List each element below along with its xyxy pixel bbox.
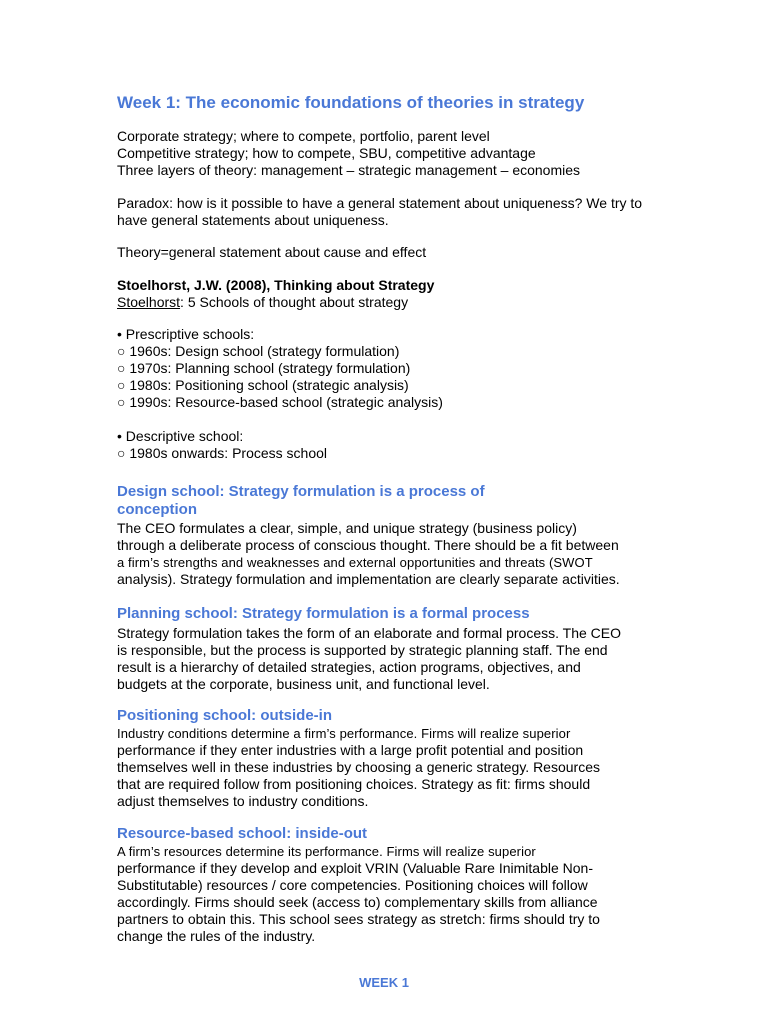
body-line: result is a hierarchy of detailed strategies, action programs, objectives, and: [117, 659, 581, 675]
list-item: ○ 1980s: Positioning school (strategic analysis): [117, 377, 409, 393]
body-line: Industry conditions determine a firm’s performance. Firms will realize superior: [117, 726, 571, 741]
intro-line: Corporate strategy; where to compete, portfolio, parent level: [117, 128, 490, 144]
planning-school-paragraph: [117, 625, 657, 693]
positioning-school-paragraph: [117, 725, 657, 810]
body-line: a firm’s strengths and weaknesses and external opportunities and threats (SWOT: [117, 555, 593, 570]
page-title: Week 1: The economic foundations of theories in strategy: [117, 93, 585, 112]
descriptive-list: [117, 428, 657, 462]
body-line: accordingly. Firms should seek (access to) complementary skills from alliance: [117, 894, 598, 910]
list-item: ○ 1960s: Design school (strategy formulation): [117, 343, 400, 359]
intro-line: Competitive strategy; how to compete, SBU, competitive advantage: [117, 145, 536, 161]
intro-line: Three layers of theory: management – strategic management – economies: [117, 162, 581, 178]
body-line: performance if they enter industries with a large profit potential and position: [117, 742, 584, 758]
paradox-line: Paradox: how is it possible to have a general statement about uniqueness? We try to: [117, 195, 643, 211]
body-line: themselves well in these industries by choosing a generic strategy. Resources: [117, 759, 600, 775]
reference-title: Stoelhorst, J.W. (2008), Thinking about Strategy: [117, 277, 435, 293]
list-item: ○ 1980s onwards: Process school: [117, 445, 328, 461]
body-line: analysis). Strategy formulation and implementation are clearly separate activities.: [117, 571, 620, 587]
theory-paragraph: [117, 244, 657, 261]
prescriptive-header: • Prescriptive schools:: [117, 326, 255, 342]
body-line: partners to obtain this. This school sees strategy as stretch: firms should try to: [117, 911, 600, 927]
body-line: Strategy formulation takes the form of an elaborate and formal process. The CEO: [117, 625, 621, 641]
heading-line: Design school: Strategy formulation is a process of: [117, 483, 485, 500]
theory-line: Theory=general statement about cause and effect: [117, 244, 427, 260]
planning-school-heading: Planning school: Strategy formulation is a formal process: [117, 605, 530, 622]
body-line: The CEO formulates a clear, simple, and unique strategy (business policy): [117, 520, 577, 536]
body-line: performance if they develop and exploit VRIN (Valuable Rare Inimitable Non-: [117, 860, 593, 876]
descriptive-header: • Descriptive school:: [117, 428, 244, 444]
list-item: ○ 1990s: Resource-based school (strategic analysis): [117, 394, 443, 410]
reference-rest: : 5 Schools of thought about strategy: [180, 294, 409, 310]
body-line: A firm’s resources determine its performance. Firms will realize superior: [117, 844, 536, 859]
design-school-paragraph: [117, 520, 657, 588]
body-line: through a deliberate process of conscious thought. There should be a fit between: [117, 537, 619, 553]
body-line: adjust themselves to industry conditions.: [117, 793, 369, 809]
body-line: is responsible, but the process is supported by strategic planning staff. The end: [117, 642, 608, 658]
paradox-paragraph: [117, 195, 657, 229]
reference-line: [117, 294, 657, 311]
page-footer: WEEK 1: [359, 975, 409, 990]
reference-paragraph: [117, 277, 657, 311]
design-school-heading: [117, 483, 657, 519]
body-line: that are required follow from positioning choices. Strategy as fit: firms should: [117, 776, 591, 792]
list-item: ○ 1970s: Planning school (strategy formulation): [117, 360, 411, 376]
body-line: budgets at the corporate, business unit, and functional level.: [117, 676, 490, 692]
intro-paragraph: [117, 128, 657, 179]
heading-line: conception: [117, 501, 198, 518]
reference-author: Stoelhorst: [117, 294, 181, 310]
prescriptive-list: [117, 326, 657, 411]
resource-school-heading: Resource-based school: inside-out: [117, 825, 368, 842]
body-line: change the rules of the industry.: [117, 928, 316, 944]
body-line: Substitutable) resources / core competencies. Positioning choices will follow: [117, 877, 588, 893]
paradox-line: have general statements about uniqueness.: [117, 212, 389, 228]
positioning-school-heading: Positioning school: outside-in: [117, 707, 332, 724]
resource-school-paragraph: [117, 843, 657, 945]
